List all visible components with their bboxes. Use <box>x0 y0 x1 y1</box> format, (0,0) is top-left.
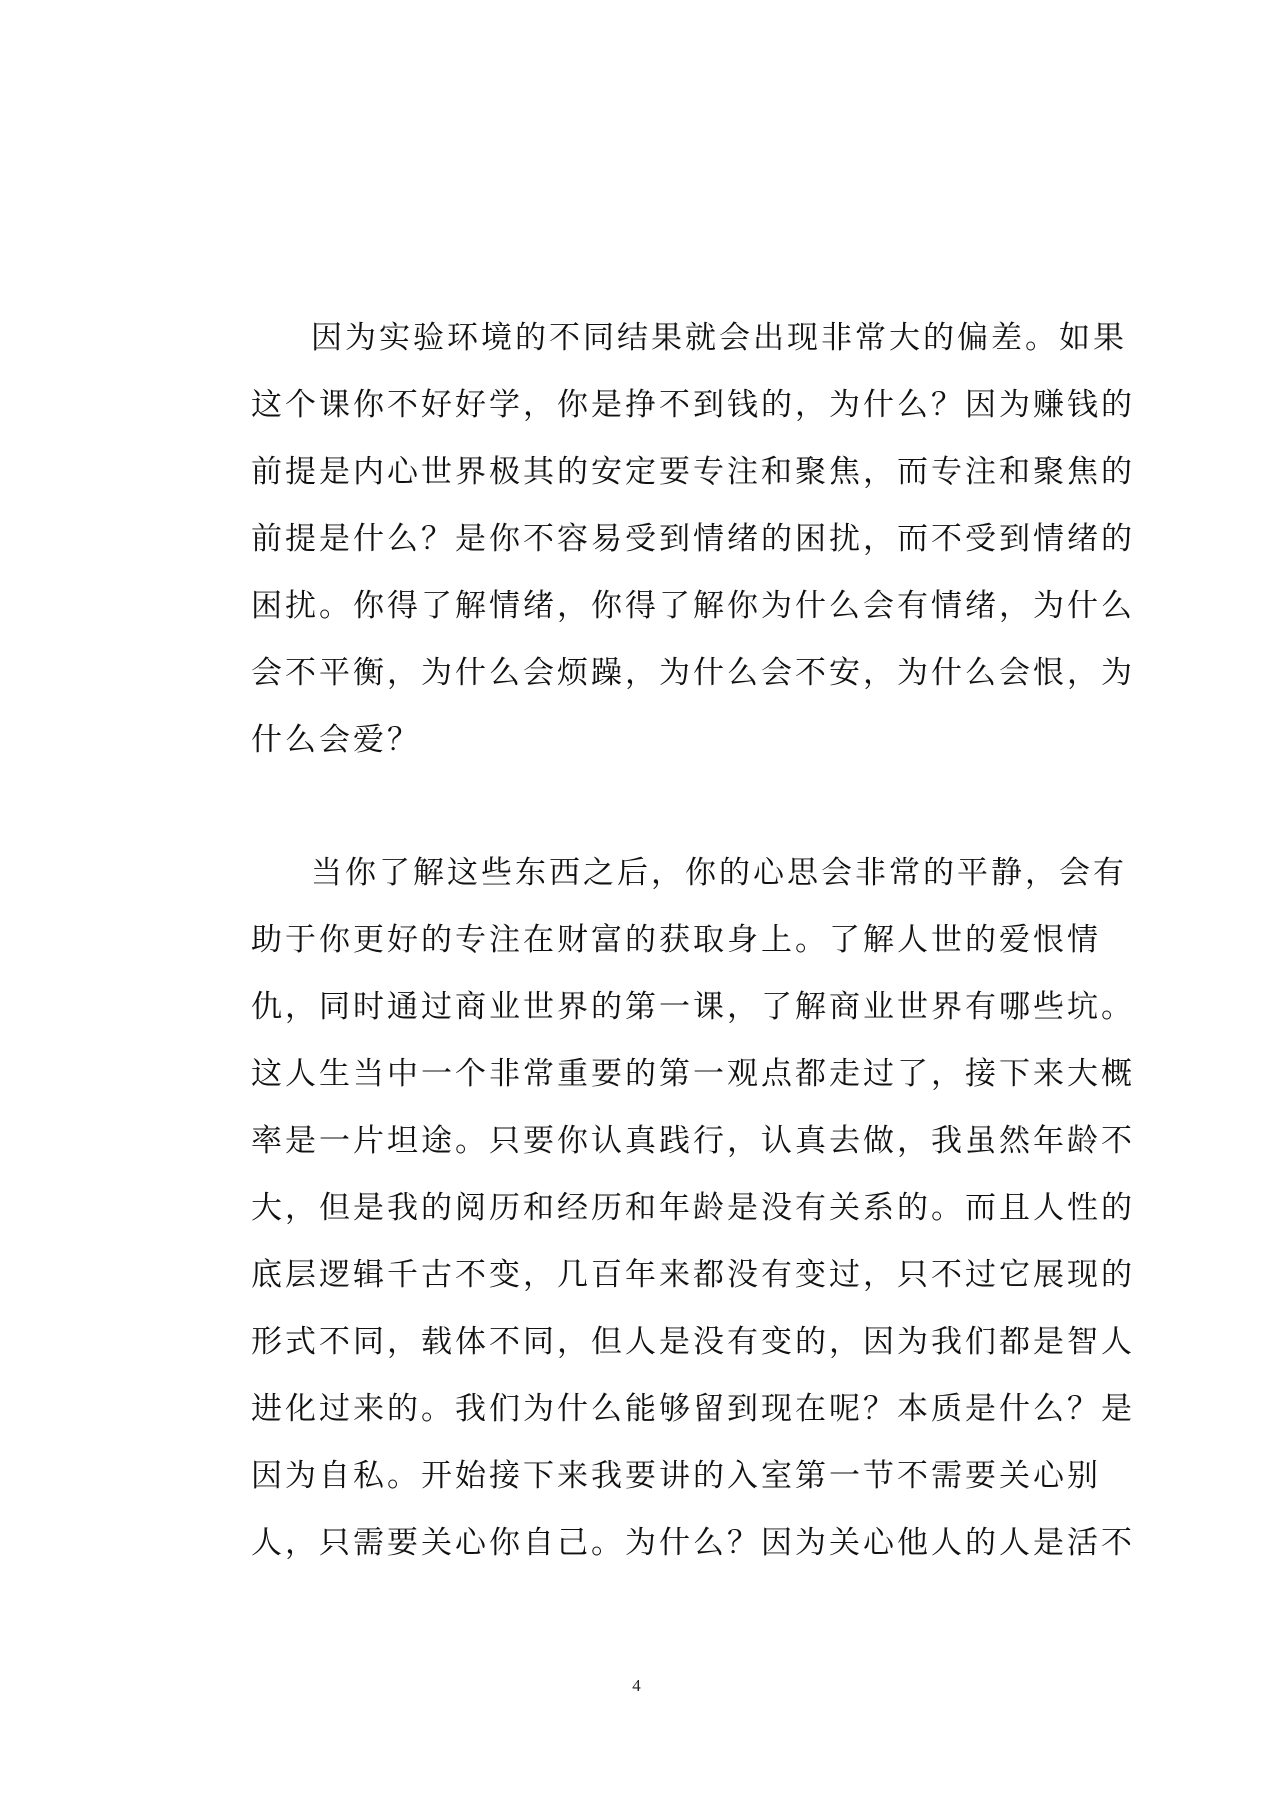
page-number: 4 <box>632 1676 641 1695</box>
paragraph-2-line-11: 人，只需要关心你自己。为什么？因为关心他人的人是活不 <box>251 1525 1135 1561</box>
paragraph-1-line-1: 因为实验环境的不同结果就会出现非常大的偏差。如果 <box>311 320 1127 356</box>
paragraph-2-line-9: 进化过来的。我们为什么能够留到现在呢？本质是什么？是 <box>251 1391 1135 1427</box>
paragraph-1-line-5: 困扰。你得了解情绪，你得了解你为什么会有情绪，为什么 <box>251 588 1135 624</box>
paragraph-1-line-7: 什么会爱？ <box>251 722 421 758</box>
paragraph-2-line-4: 这人生当中一个非常重要的第一观点都走过了，接下来大概 <box>251 1056 1135 1092</box>
paragraph-2-line-1: 当你了解这些东西之后，你的心思会非常的平静，会有 <box>311 855 1127 891</box>
paragraph-2-line-7: 底层逻辑千古不变，几百年来都没有变过，只不过它展现的 <box>251 1257 1135 1293</box>
paragraph-1-line-3: 前提是内心世界极其的安定要专注和聚焦，而专注和聚焦的 <box>251 454 1135 490</box>
paragraph-2-line-8: 形式不同，载体不同，但人是没有变的，因为我们都是智人 <box>251 1324 1135 1360</box>
paragraph-1-line-6: 会不平衡，为什么会烦躁，为什么会不安，为什么会恨，为 <box>251 655 1135 691</box>
paragraph-2-line-5: 率是一片坦途。只要你认真践行，认真去做，我虽然年龄不 <box>251 1123 1135 1159</box>
paragraph-2-line-10: 因为自私。开始接下来我要讲的入室第一节不需要关心别 <box>251 1458 1101 1494</box>
paragraph-1-line-2: 这个课你不好好学，你是挣不到钱的，为什么？因为赚钱的 <box>251 387 1135 423</box>
paragraph-2-line-6: 大，但是我的阅历和经历和年龄是没有关系的。而且人性的 <box>251 1190 1135 1226</box>
paragraph-2-line-2: 助于你更好的专注在财富的获取身上。了解人世的爱恨情 <box>251 922 1101 958</box>
paragraph-1-line-4: 前提是什么？是你不容易受到情绪的困扰，而不受到情绪的 <box>251 521 1135 557</box>
paragraph-2-line-3: 仇，同时通过商业世界的第一课，了解商业世界有哪些坑。 <box>251 989 1135 1025</box>
